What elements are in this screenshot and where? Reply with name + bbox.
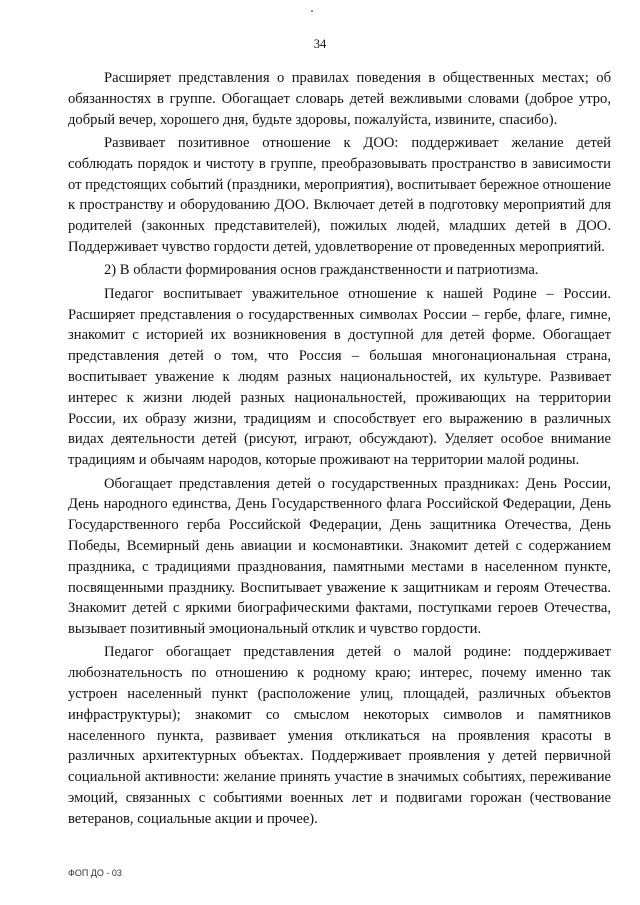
page-number: 34 bbox=[313, 37, 327, 51]
paragraph-small-homeland: Педагог обогащает представления детей о малой родине: поддерживает любознательность по отношению к родному краю; интерес, почему именно так устроен населенный пункт (расположение улиц, площадей, различных объектов инфраструктуры); знакомит со смыслом некоторых символов и памятников населенного пункта, развивает умения откликаться на проявления красоты в различных архитектурных объектах. Поддерживает проявления у детей первичной социальной активности: желание принять участие в значимых событиях, переживание эмоций, связанных с событиями военных лет и подвигами горожан (чествование ветеранов, социальные акции и прочее). bbox=[68, 644, 611, 827]
scan-speck bbox=[311, 10, 313, 12]
paragraph-public-behavior: Расширяет представления о правилах поведения в общественных местах; об обязанностях в группе. Обогащает словарь детей вежливыми словами (доброе утро, добрый вечер, хорошего дня, будьте здоровы, пожалуйста, извините, спасибо). bbox=[68, 70, 611, 128]
page-body bbox=[68, 68, 611, 832]
section-heading-citizenship: 2) В области формирования основ гражданственности и патриотизма. bbox=[104, 262, 539, 279]
footer-code: ФОП ДО - 03 bbox=[68, 868, 122, 878]
paragraph-attitude-to-doo: Развивает позитивное отношение к ДОО: поддерживает желание детей соблюдать порядок и чистоту в группе, преобразовывать пространство в зависимости от предстоящих событий (праздники, мероприятия), воспитывает бережное отношение к пространству и оборудованию ДОО. Включает детей в подготовку мероприятий для родителей (законных представителей), пожилых людей, младших детей в ДОО. Поддерживает чувство гордости детей, удовлетворение от проведенных мероприятий. bbox=[68, 134, 611, 255]
paragraph-respect-for-russia: Педагог воспитывает уважительное отношение к нашей Родине – России. Расширяет представления о государственных символах России – гербе, флаге, гимне, знакомит с историей их возникновения в доступной для детей форме. Обогащает представления детей о том, что Россия – большая многонациональная страна, воспитывает уважение к людям разных национальностей, их культуре. Развивает интерес к жизни людей разных национальностей, проживающих на территории России, их образу жизни, традициям и способствует его выражению в различных видах деятельности детей (рисуют, играют, обсуждают). Уделяет особое внимание традициям и обычаям народов, которые проживают на территории малой родины. bbox=[68, 285, 611, 469]
paragraph-state-holidays: Обогащает представления детей о государственных праздниках: День России, День народного единства, День Государственного флага Российской Федерации, День Государственного герба Российской Федерации, День защитника Отечества, День Победы, Всемирный день авиации и космонавтики. Знакомит детей с содержанием праздника, с традициями празднования, памятными местами в населенном пункте, посвященными празднику. Воспитывает уважение к защитникам и героям Отечества. Знакомит детей с яркими биографическими фактами, поступками героев Отечества, вызывает позитивный эмоциональный отклик и чувство гордости. bbox=[68, 475, 611, 638]
